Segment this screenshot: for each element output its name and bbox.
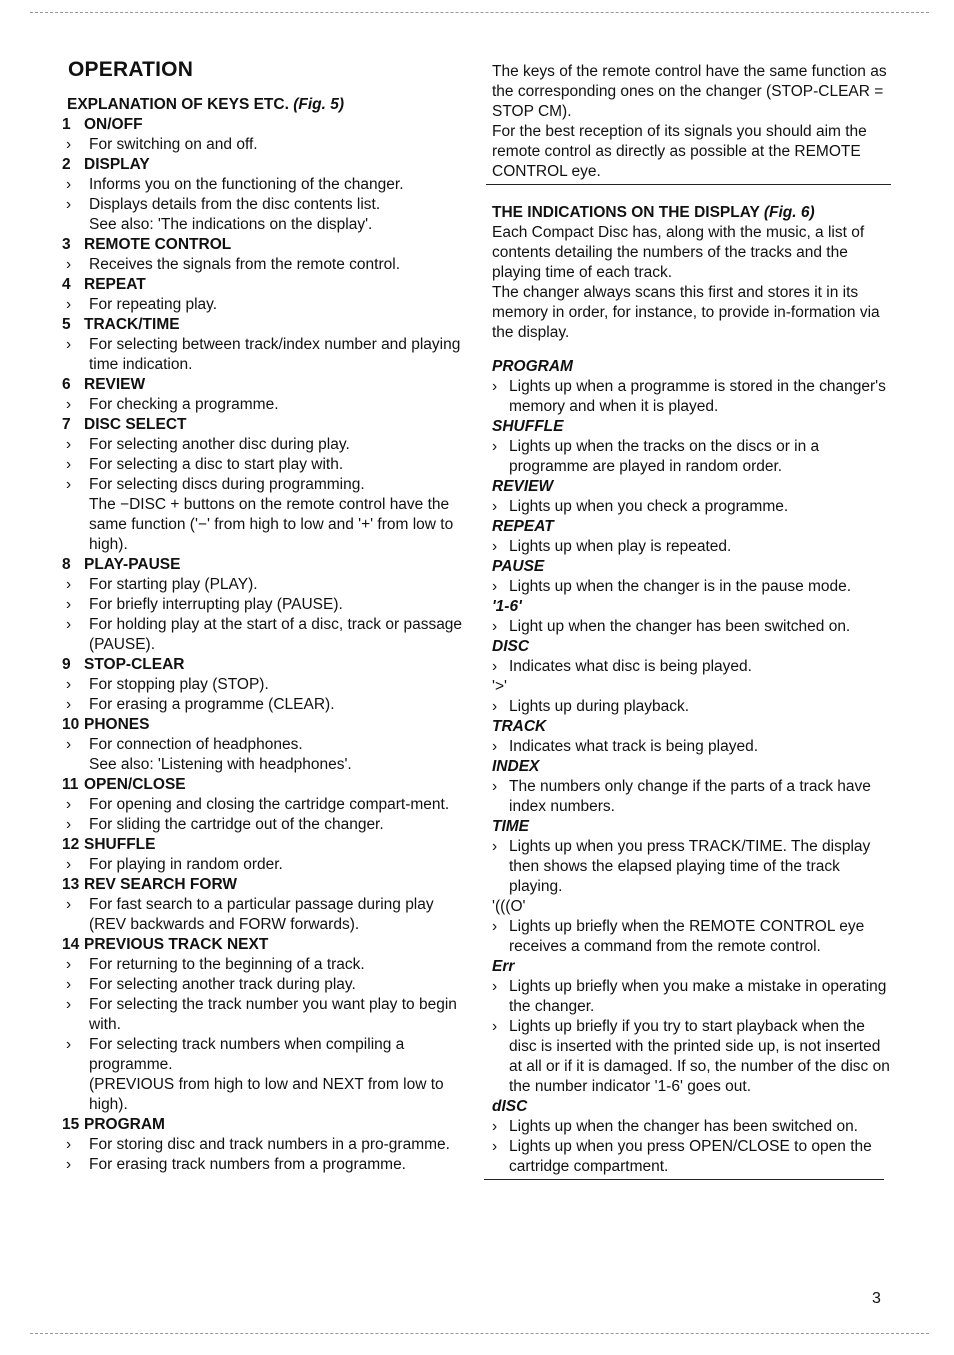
bullet-icon: › (66, 576, 72, 593)
key-name: PLAY-PAUSE (84, 556, 181, 573)
key-note (62, 495, 464, 555)
remote-intro-1: The keys of the remote control have the same function as the corresponding ones on the changer (STOP-CLEAR = STOP CM). (492, 63, 887, 120)
indication-description (492, 977, 890, 1017)
page-title: OPERATION (68, 58, 194, 81)
key-description-item (62, 1155, 464, 1175)
indication-description (492, 737, 890, 757)
bullet-icon: › (66, 956, 72, 973)
item-text: For returning to the beginning of a track. (89, 956, 365, 973)
key-heading (62, 775, 464, 795)
key-heading (62, 935, 464, 955)
item-text: Lights up when play is repeated. (509, 538, 732, 555)
key-number: 7 (62, 416, 71, 433)
indication-name: DISC (492, 638, 530, 655)
item-text: For selecting another track during play. (89, 976, 356, 993)
key-note (62, 1075, 464, 1115)
key-heading (62, 315, 464, 335)
key-number: 3 (62, 236, 71, 253)
key-heading (62, 275, 464, 295)
item-text: For selecting between track/index number and playing time indication. (89, 336, 461, 373)
bullet-icon: › (492, 498, 498, 515)
bullet-icon: › (66, 136, 72, 153)
item-text: The numbers only change if the parts of a track have index numbers. (509, 778, 871, 815)
key-description-item (62, 295, 464, 315)
key-description-item (62, 435, 464, 455)
bullet-icon: › (66, 856, 72, 873)
indication-name: PAUSE (492, 558, 545, 575)
key-description-item (62, 475, 464, 495)
key-description-item (62, 895, 464, 935)
key-description-item (62, 135, 464, 155)
indication-description (492, 917, 890, 957)
item-text: The −DISC + buttons on the remote control have the same function ('−' from high to low and '+' from low to high). (89, 496, 454, 553)
key-heading (62, 835, 464, 855)
item-text: Receives the signals from the remote control. (89, 256, 400, 273)
indication-name: REVIEW (492, 478, 554, 495)
bullet-icon: › (66, 696, 72, 713)
keys-heading-fig: (Fig. 5) (293, 96, 345, 113)
bullet-icon: › (66, 456, 72, 473)
key-heading (62, 555, 464, 575)
item-text: For erasing track numbers from a programme. (89, 1156, 406, 1173)
item-text: Lights up during playback. (509, 698, 690, 715)
item-text: For selecting track numbers when compiling a programme. (89, 1036, 405, 1073)
indication-description (492, 497, 890, 517)
key-name: PHONES (84, 716, 150, 733)
display-heading-fig: (Fig. 6) (763, 204, 815, 221)
item-text: For checking a programme. (89, 396, 279, 413)
indication-name: dISC (492, 1098, 528, 1115)
key-heading (62, 715, 464, 735)
key-note (62, 755, 464, 775)
item-text: Displays details from the disc contents list. (89, 196, 381, 213)
key-name: DISC SELECT (84, 416, 187, 433)
item-text: Lights up when the changer has been switched on. (509, 1118, 858, 1135)
bullet-icon: › (492, 438, 498, 455)
key-heading (62, 415, 464, 435)
key-description-item (62, 595, 464, 615)
key-name: REMOTE CONTROL (84, 236, 232, 253)
indication-description (492, 837, 890, 897)
bullet-icon: › (66, 976, 72, 993)
item-text: For starting play (PLAY). (89, 576, 258, 593)
bullet-icon: › (492, 778, 498, 795)
indication-name: '1-6' (492, 598, 522, 615)
key-description-item (62, 575, 464, 595)
display-heading-text: THE INDICATIONS ON THE DISPLAY (492, 204, 760, 221)
item-text: For connection of headphones. (89, 736, 303, 753)
bullet-icon: › (66, 596, 72, 613)
bullet-icon: › (492, 618, 498, 635)
key-name: OPEN/CLOSE (84, 776, 186, 793)
indication-description (492, 537, 890, 557)
key-description-item (62, 1035, 464, 1075)
key-description-item (62, 855, 464, 875)
right-column (492, 62, 890, 1180)
bullet-icon: › (66, 896, 72, 913)
bottom-scan-edge (30, 1333, 929, 1334)
key-number: 13 (62, 876, 80, 893)
key-description-item (62, 255, 464, 275)
display-section-heading (492, 203, 890, 223)
key-number: 12 (62, 836, 80, 853)
bullet-icon: › (66, 196, 72, 213)
key-name: DISPLAY (84, 156, 150, 173)
item-text: Lights up when you press TRACK/TIME. The display then shows the elapsed playing time of the track playing. (509, 838, 871, 895)
item-text: Lights up briefly if you try to start playback when the disc is inserted with the printed side up, is not inserted at all or if it is damaged. If so, the number of the disc on the number indicator '1-6' goes out. (509, 1018, 890, 1095)
bullet-icon: › (492, 1018, 498, 1035)
indication-name: REPEAT (492, 518, 554, 535)
key-number: 5 (62, 316, 71, 333)
indication-name: SHUFFLE (492, 418, 564, 435)
bullet-icon: › (66, 476, 72, 493)
indication-name: TRACK (492, 718, 547, 735)
item-text: For repeating play. (89, 296, 218, 313)
item-text: For selecting a disc to start play with. (89, 456, 344, 473)
item-text: Light up when the changer has been switched on. (509, 618, 851, 635)
item-text: Lights up briefly when you make a mistake in operating the changer. (509, 978, 887, 1015)
key-heading (62, 1115, 464, 1135)
bullet-icon: › (66, 796, 72, 813)
key-name: STOP-CLEAR (84, 656, 185, 673)
item-text: For selecting the track number you want play to begin with. (89, 996, 457, 1033)
item-text: Indicates what track is being played. (509, 738, 758, 755)
indication-name: INDEX (492, 758, 540, 775)
indications-list (492, 357, 890, 1177)
bottom-divider (484, 1179, 884, 1180)
key-description-item (62, 955, 464, 975)
indication-name: PROGRAM (492, 358, 573, 375)
bullet-icon: › (66, 256, 72, 273)
key-description-item (62, 175, 464, 195)
key-name: REVIEW (84, 376, 146, 393)
item-text: For opening and closing the cartridge compart-ment. (89, 796, 450, 813)
remote-intro-2: For the best reception of its signals you should aim the remote control as directly as possible at the REMOTE CONTROL eye. (492, 123, 867, 180)
item-text: For sliding the cartridge out of the changer. (89, 816, 384, 833)
top-scan-edge (30, 12, 929, 13)
bullet-icon: › (66, 336, 72, 353)
bullet-icon: › (492, 738, 498, 755)
key-heading (62, 655, 464, 675)
key-description-item (62, 815, 464, 835)
display-para-1: Each Compact Disc has, along with the music, a list of contents detailing the numbers of the tracks and the playing time of each track. (492, 224, 865, 281)
key-name: ON/OFF (84, 116, 143, 133)
item-text: Lights up when the tracks on the discs or in a programme are played in random order. (509, 438, 820, 475)
key-heading (62, 115, 464, 135)
bullet-icon: › (66, 676, 72, 693)
key-description-item (62, 735, 464, 755)
item-text: For briefly interrupting play (PAUSE). (89, 596, 343, 613)
key-number: 8 (62, 556, 71, 573)
bullet-icon: › (66, 396, 72, 413)
item-text: For erasing a programme (CLEAR). (89, 696, 335, 713)
key-number: 6 (62, 376, 71, 393)
indication-description (492, 697, 890, 717)
key-name: SHUFFLE (84, 836, 156, 853)
key-heading (62, 155, 464, 175)
key-description-item (62, 795, 464, 815)
bullet-icon: › (66, 176, 72, 193)
indication-description (492, 377, 890, 417)
item-text: Lights up when you press OPEN/CLOSE to open the cartridge compartment. (509, 1138, 872, 1175)
indication-name: '>' (492, 678, 507, 695)
key-number: 9 (62, 656, 71, 673)
item-text: For fast search to a particular passage during play (REV backwards and FORW forwards). (89, 896, 434, 933)
bullet-icon: › (66, 1156, 72, 1173)
key-description-item (62, 1135, 464, 1155)
item-text: For stopping play (STOP). (89, 676, 269, 693)
key-number: 10 (62, 716, 80, 733)
key-description-item (62, 695, 464, 715)
indication-description (492, 577, 890, 597)
key-number: 15 (62, 1116, 80, 1133)
key-note (62, 215, 464, 235)
key-heading (62, 375, 464, 395)
display-para-2: The changer always scans this first and stores it in its memory in order, for instance, to provide in-formation via the display. (492, 284, 880, 341)
keys-heading-text: EXPLANATION OF KEYS ETC. (67, 96, 289, 113)
item-text: Indicates what disc is being played. (509, 658, 752, 675)
key-name: TRACK/TIME (84, 316, 180, 333)
bullet-icon: › (492, 658, 498, 675)
item-text: For switching on and off. (89, 136, 258, 153)
page-number: 3 (872, 1290, 881, 1307)
bullet-icon: › (492, 838, 498, 855)
indication-description (492, 437, 890, 477)
item-text: For selecting discs during programming. (89, 476, 365, 493)
bullet-icon: › (66, 616, 72, 633)
key-description-item (62, 615, 464, 655)
bullet-icon: › (66, 296, 72, 313)
item-text: Lights up when the changer is in the pause mode. (509, 578, 852, 595)
bullet-icon: › (492, 698, 498, 715)
bullet-icon: › (66, 736, 72, 753)
bullet-icon: › (66, 1036, 72, 1053)
key-name: PREVIOUS TRACK NEXT (84, 936, 269, 953)
key-heading (62, 235, 464, 255)
item-text: For storing disc and track numbers in a pro-gramme. (89, 1136, 450, 1153)
item-text: Lights up when you check a programme. (509, 498, 789, 515)
item-text: Lights up when a programme is stored in the changer's memory and when it is played. (509, 378, 886, 415)
indication-name: TIME (492, 818, 530, 835)
bullet-icon: › (66, 1136, 72, 1153)
bullet-icon: › (492, 978, 498, 995)
indication-description (492, 1017, 890, 1097)
item-text: Informs you on the functioning of the changer. (89, 176, 404, 193)
bullet-icon: › (492, 918, 498, 935)
key-description-item (62, 195, 464, 215)
item-text: See also: 'The indications on the display'. (89, 216, 373, 233)
keys-section-heading (67, 95, 464, 115)
key-description-item (62, 455, 464, 475)
indication-description (492, 1137, 890, 1177)
indication-name: '(((O' (492, 898, 526, 915)
indication-description (492, 1117, 890, 1137)
bullet-icon: › (492, 378, 498, 395)
key-description-item (62, 995, 464, 1035)
key-number: 14 (62, 936, 80, 953)
key-description-item (62, 395, 464, 415)
indication-name: Err (492, 958, 515, 975)
bullet-icon: › (66, 816, 72, 833)
bullet-icon: › (492, 1138, 498, 1155)
item-text: (PREVIOUS from high to low and NEXT from low to high). (89, 1076, 444, 1113)
bullet-icon: › (492, 1118, 498, 1135)
key-description-item (62, 335, 464, 375)
key-number: 1 (62, 116, 71, 133)
indication-description (492, 617, 890, 637)
key-name: PROGRAM (84, 1116, 165, 1133)
key-name: REPEAT (84, 276, 146, 293)
key-number: 4 (62, 276, 71, 293)
item-text: For playing in random order. (89, 856, 283, 873)
item-text: For selecting another disc during play. (89, 436, 350, 453)
key-heading (62, 875, 464, 895)
key-description-item (62, 975, 464, 995)
bullet-icon: › (492, 538, 498, 555)
item-text: Lights up briefly when the REMOTE CONTROL eye receives a command from the remote control. (509, 918, 865, 955)
key-name: REV SEARCH FORW (84, 876, 238, 893)
item-text: For holding play at the start of a disc, track or passage (PAUSE). (89, 616, 463, 653)
left-column (62, 58, 464, 1175)
indication-description (492, 777, 890, 817)
item-text: See also: 'Listening with headphones'. (89, 756, 352, 773)
bullet-icon: › (492, 578, 498, 595)
key-number: 2 (62, 156, 71, 173)
key-description-item (62, 675, 464, 695)
key-number: 11 (62, 776, 79, 793)
bullet-icon: › (66, 996, 72, 1013)
keys-list (62, 115, 464, 1175)
indication-description (492, 657, 890, 677)
bullet-icon: › (66, 436, 72, 453)
